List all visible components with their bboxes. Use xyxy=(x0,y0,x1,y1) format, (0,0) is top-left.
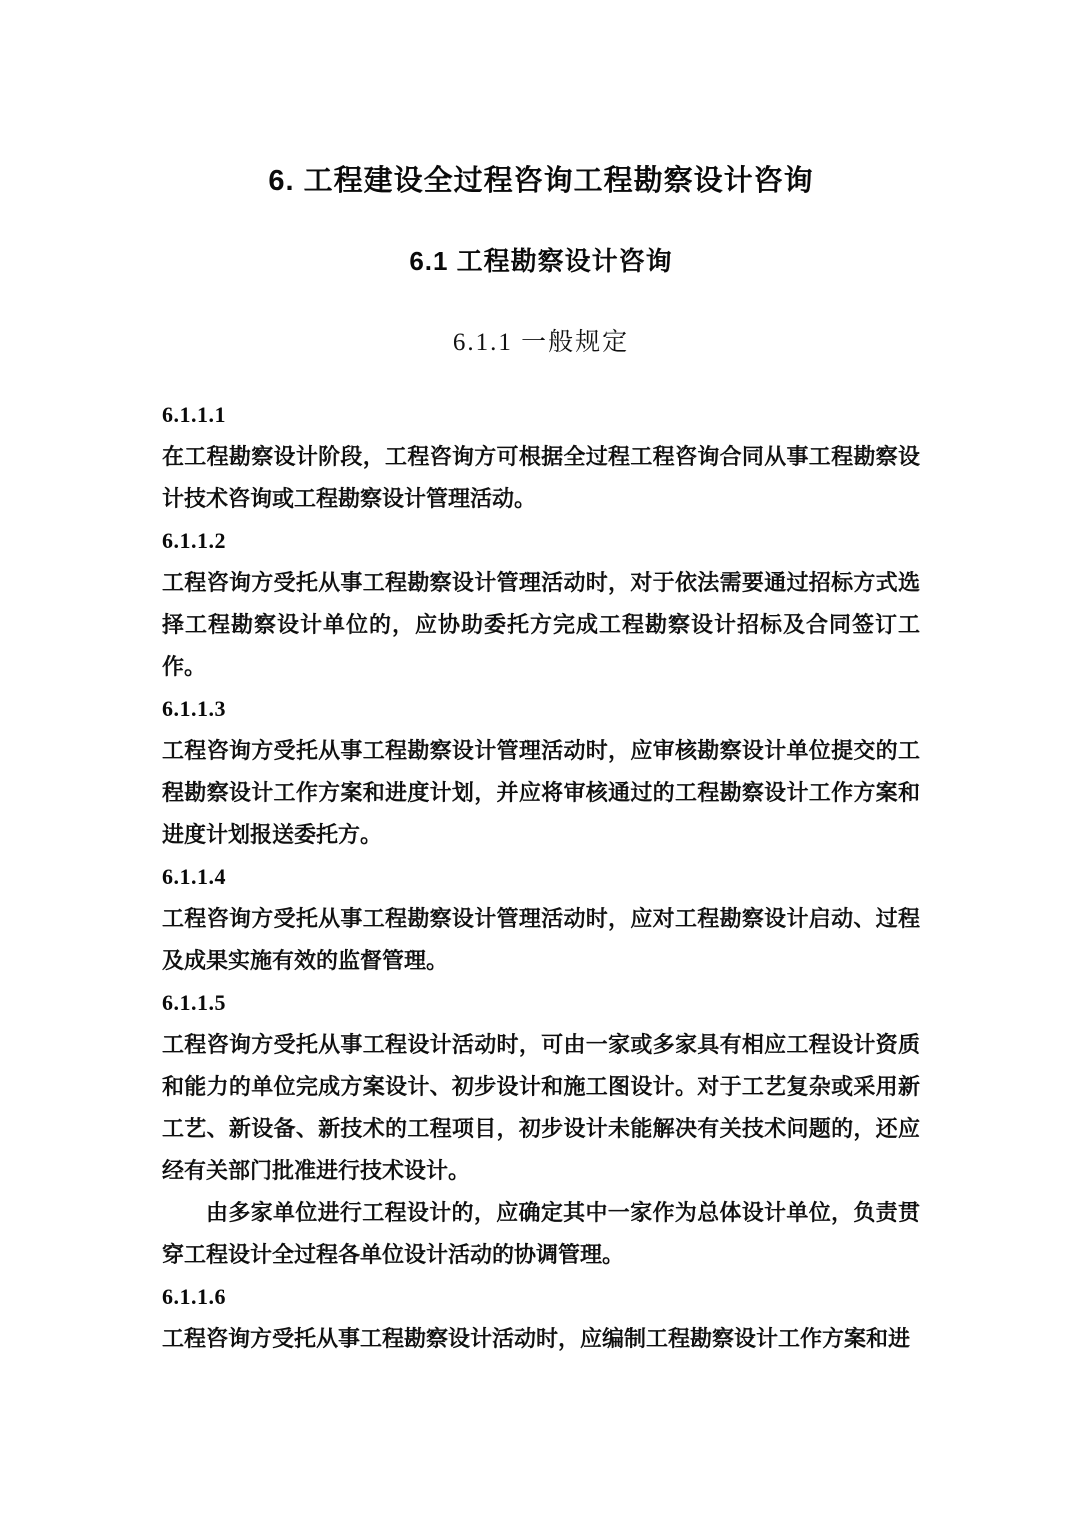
clause-paragraph: 在工程勘察设计阶段，工程咨询方可根据全过程工程咨询合同从事工程勘察设计技术咨询或工程勘察设计管理活动。 xyxy=(162,444,920,511)
clause-paragraph: 由多家单位进行工程设计的，应确定其中一家作为总体设计单位，负责贯穿工程设计全过程各单位设计活动的协调管理。 xyxy=(162,1200,920,1267)
clause xyxy=(162,1276,920,1360)
clause-number: 6.1.1.2 xyxy=(162,528,226,553)
clause-number: 6.1.1.5 xyxy=(162,990,226,1015)
clauses-container xyxy=(162,394,920,1360)
clause xyxy=(162,520,920,688)
clause-number: 6.1.1.3 xyxy=(162,696,226,721)
subsection-title: 6.1.1 一般规定 xyxy=(452,329,630,356)
clause-paragraph: 工程咨询方受托从事工程勘察设计活动时，应编制工程勘察设计工作方案和进 xyxy=(162,1326,911,1351)
section-title: 6.1 工程勘察设计咨询 xyxy=(409,246,673,276)
clause xyxy=(162,982,920,1276)
clause-number: 6.1.1.6 xyxy=(162,1284,226,1309)
clause xyxy=(162,688,920,856)
clause xyxy=(162,394,920,520)
clause-paragraph: 工程咨询方受托从事工程勘察设计管理活动时，对于依法需要通过招标方式选择工程勘察设计单位的，应协助委托方完成工程勘察设计招标及合同签订工作。 xyxy=(162,570,920,679)
chapter-title: 6. 工程建设全过程咨询工程勘察设计咨询 xyxy=(268,165,814,197)
clause-paragraph: 工程咨询方受托从事工程勘察设计管理活动时，应对工程勘察设计启动、过程及成果实施有效的监督管理。 xyxy=(162,906,920,973)
clause-number: 6.1.1.4 xyxy=(162,864,226,889)
clause xyxy=(162,856,920,982)
clause-paragraph: 工程咨询方受托从事工程设计活动时，可由一家或多家具有相应工程设计资质和能力的单位完成方案设计、初步设计和施工图设计。对于工艺复杂或采用新工艺、新设备、新技术的工程项目，初步设计未能解决有关技术问题的，还应经有关部门批准进行技术设计。 xyxy=(162,1032,920,1183)
clause-number: 6.1.1.1 xyxy=(162,402,226,427)
clause-paragraph: 工程咨询方受托从事工程勘察设计管理活动时，应审核勘察设计单位提交的工程勘察设计工作方案和进度计划，并应将审核通过的工程勘察设计工作方案和进度计划报送委托方。 xyxy=(162,738,920,847)
